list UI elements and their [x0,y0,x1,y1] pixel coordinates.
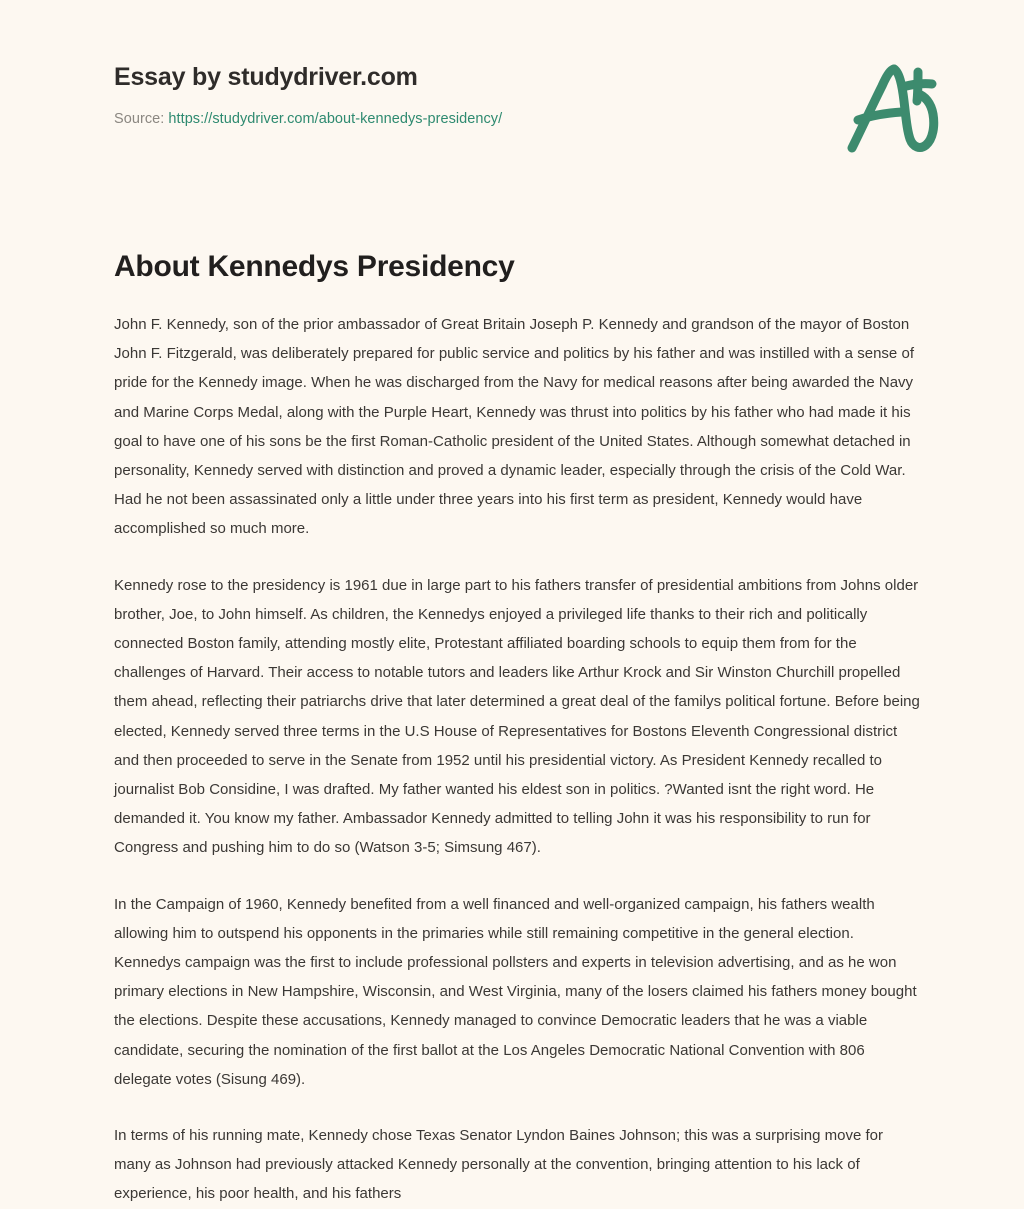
a-plus-logo-icon [840,56,948,160]
a-plus-logo-glyph [840,56,948,160]
page-title: About Kennedys Presidency [114,250,515,283]
document-header [0,0,1024,200]
paragraph: In the Campaign of 1960, Kennedy benefited from a well financed and well-organized campaign, his fathers wealth allowing him to outspend his opponents in the primaries while still remaining competitive in the general election. Kennedys campaign was the first to include professional pollsters and experts in television advertising, and as he won primary elections in New Hampshire, Wisconsin, and West Virginia, many of the losers claimed his fathers money bought the elections. Despite these accusations, Kennedy managed to convince Democratic leaders that he was a viable candidate, securing the nomination of the first ballot at the Los Angeles Democratic National Convention with 806 delegate votes (Sisung 469). [114,895,917,1088]
paragraph: Kennedy rose to the presidency is 1961 due in large part to his fathers transfer of presidential ambitions from Johns older brother, Joe, to John himself. As children, the Kennedys enjoyed a privileged life thanks to their rich and politically connected Boston family, attending mostly elite, Protestant affiliated boarding schools to equip them from for the challenges of Harvard. Their access to notable tutors and leaders like Arthur Krock and Sir Winston Churchill propelled them ahead, reflecting their patriarchs drive that later determined a great deal of the familys political fortune. Before being elected, Kennedy served three terms in the U.S House of Representatives for Bostons Eleventh Congressional district and then proceeded to serve in the Senate from 1952 until his presidential victory. As President Kennedy recalled to journalist Bob Considine, I was drafted. My father wanted his eldest son in politics. ?Wanted isnt the right word. He demanded it. You know my father. Ambassador Kennedy admitted to telling John it was his responsibility to run for Congress and pushing him to do so (Watson 3-5; Simsung 467). [114,576,920,857]
source-label: Source: [114,111,165,127]
paragraph: In terms of his running mate, Kennedy chose Texas Senator Lyndon Baines Johnson; this was a surprising move for many as Johnson had previously attacked Kennedy personally at the convention, bringing attention to his lack of experience, his poor health, and his fathers [114,1127,884,1203]
source-url-link[interactable]: https://studydriver.com/about-kennedys-presidency/ [168,111,503,127]
essay-byline: Essay by studydriver.com [114,63,418,91]
source-line [114,110,910,128]
paragraph: John F. Kennedy, son of the prior ambassador of Great Britain Joseph P. Kennedy and grandson of the mayor of Boston John F. Fitzgerald, was deliberately prepared for public service and politics by his father and was instilled with a sense of pride for the Kennedy image. When he was discharged from the Navy for medical reasons after being awarded the Navy and Marine Corps Medal, along with the Purple Heart, Kennedy was thrust into politics by his father who had made it his goal to have one of his sons be the first Roman-Catholic president of the United States. Although somewhat detached in personality, Kennedy served with distinction and proved a dynamic leader, especially through the crisis of the Cold War. Had he not been assassinated only a little under three years into his first term as president, Kennedy would have accomplished so much more. [114,316,914,538]
